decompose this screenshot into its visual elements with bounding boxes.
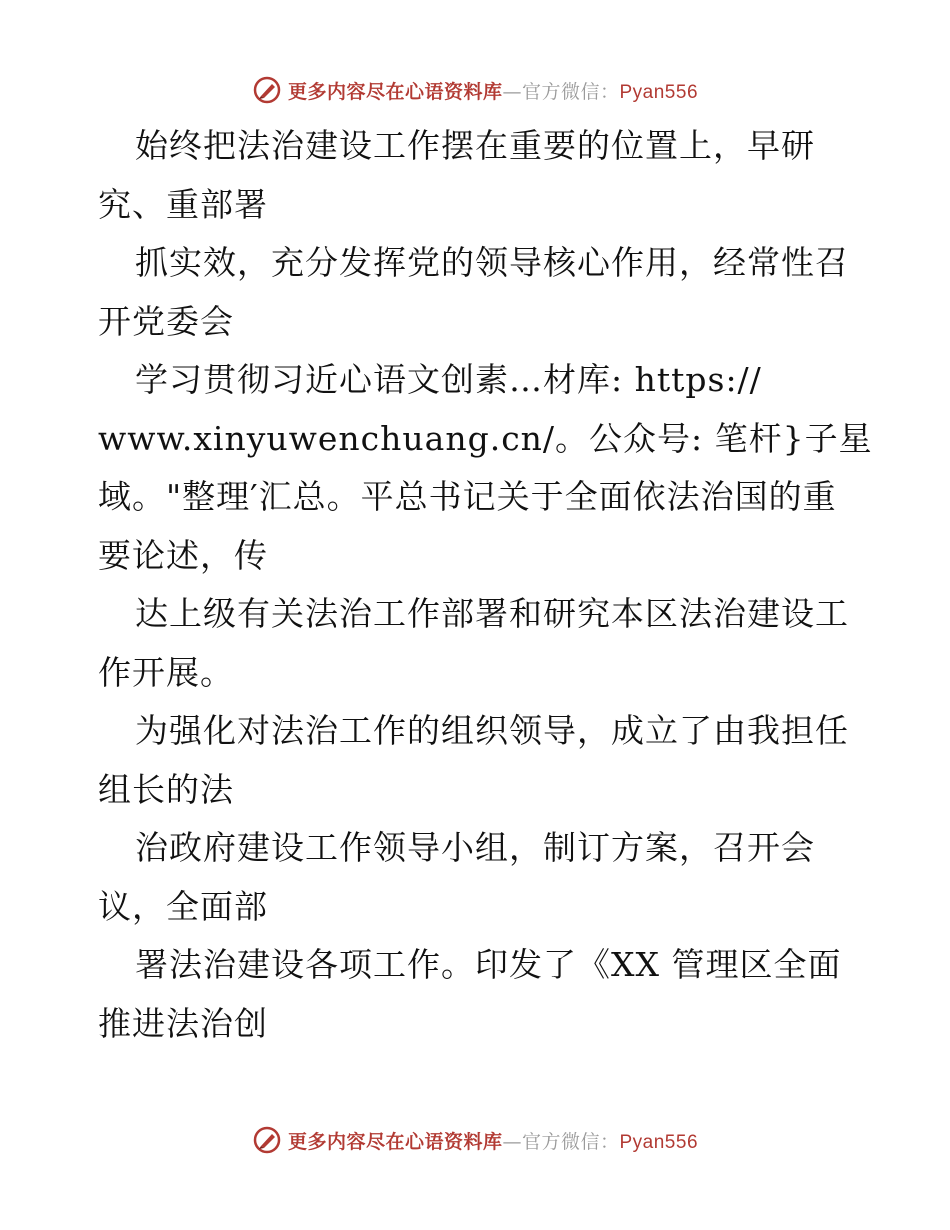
text-line: 始终把法治建设工作摆在重要的位置上，早研 xyxy=(135,126,815,165)
text-line: 为强化对法治工作的组织领导，成立了由我担任 xyxy=(135,711,849,750)
header-watermark xyxy=(0,72,950,108)
text-line: 组长的法 xyxy=(98,769,234,809)
text-line: 达上级有关法治工作部署和研究本区法治建设工 xyxy=(135,594,849,633)
text-line: 作开展。 xyxy=(98,652,234,692)
text-line: 推进法治创 xyxy=(98,1003,268,1043)
text-line: 要论述，传 xyxy=(98,535,268,575)
text-line: 开党委会 xyxy=(98,301,234,341)
text-line: 究、重部署 xyxy=(98,184,268,224)
text-line: 议，全面部 xyxy=(98,886,268,926)
text-line: 署法治建设各项工作。印发了《XX 管理区全面 xyxy=(135,945,842,984)
text-line: www.xinyuwenchuang.cn/。公众号: 笔杆}子星 xyxy=(98,418,873,458)
text-line: 域。"整理′汇总。平总书记关于全面依法治国的重 xyxy=(98,477,837,516)
footer-watermark xyxy=(0,1122,950,1158)
pen-logo-icon xyxy=(252,75,282,105)
pen-logo-icon xyxy=(252,1125,282,1155)
text-line: 抓实效，充分发挥党的领导核心作用，经常性召 xyxy=(135,243,849,282)
watermark-text: 更多内容尽在心语资料库—官方微信：Pyan556 xyxy=(287,1130,699,1153)
text-line: 学习贯彻习近心语文创素…材库: https:// xyxy=(135,360,762,399)
document-body xyxy=(98,117,873,1053)
text-line: 治政府建设工作领导小组，制订方案，召开会 xyxy=(135,828,815,867)
watermark-text: 更多内容尽在心语资料库—官方微信：Pyan556 xyxy=(287,80,699,103)
